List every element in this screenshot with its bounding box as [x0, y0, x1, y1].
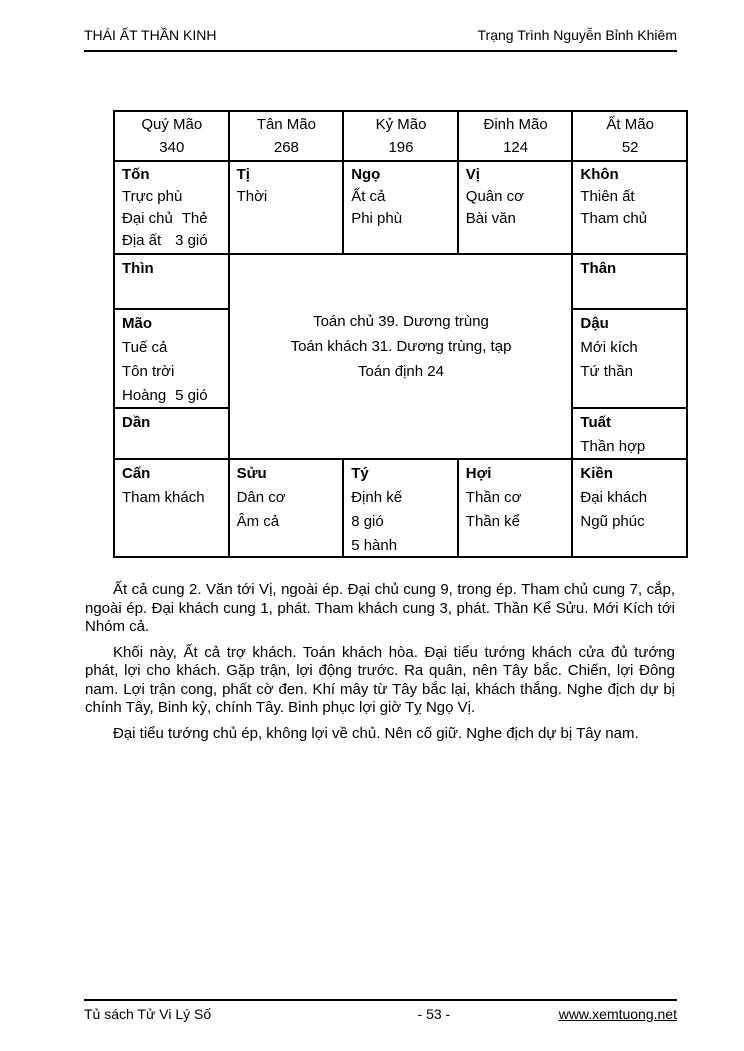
cell-line-part: 3 gió	[175, 232, 208, 249]
toan-summary	[291, 309, 512, 384]
cell-line-part: 5 gió	[175, 387, 208, 404]
palace-label: Dậu	[580, 315, 609, 332]
paragraph-3: Đại tiểu tướng chủ ép, không lợi về chủ. Nên cố giữ. Nghe địch dự bị Tây nam.	[113, 724, 639, 742]
cell-line	[351, 186, 451, 208]
paragraph-2: Khối này, Ất cả trợ khách. Toán khách hòa. Đại tiểu tướng khách cửa đủ tướng phát, lợi cho khách. Gặp trận, lợi động trước. Ra quân, nên Tây bắc. Chiến, lợi Đông nam. Lợi trận cong, phất cờ đen. Khí mây từ Tây bắc lại, khách thắng. Nghe địch dự bị chính Tây, Binh kỳ, chính Tây. Binh phục lợi giờ Tỵ Ngọ Vị.	[85, 643, 675, 716]
cell-line	[580, 510, 680, 534]
cell-than	[573, 255, 686, 308]
cell-line	[466, 208, 566, 230]
cell-line-part: Tôn trời	[122, 363, 175, 380]
cell-line	[580, 336, 680, 360]
toan-dinh-line: Toán định 24	[358, 363, 444, 380]
palace-label: Tị	[236, 166, 250, 183]
palace-label: Tốn	[122, 166, 150, 183]
center-summary-cell	[230, 255, 572, 458]
palace-label: Dần	[122, 414, 151, 431]
cell-line	[351, 208, 451, 230]
cell-ti	[230, 162, 343, 253]
cell-line	[580, 360, 680, 384]
cell-line-part: Tuế cả	[122, 339, 168, 356]
year-name: Kỷ Mão	[375, 116, 427, 133]
palace-label: Vị	[465, 166, 480, 183]
palace-label: Tý	[351, 465, 369, 482]
palace-label: Ngọ	[351, 166, 381, 183]
cell-line-part: Tham khách	[122, 489, 205, 506]
year-name: Quý Mão	[141, 116, 203, 133]
cell-line	[351, 534, 451, 556]
cell-line-part: Tứ thần	[580, 363, 633, 380]
cell-line	[122, 384, 222, 407]
palace-label: Hợi	[465, 465, 492, 482]
year-cell-ky-mao	[344, 112, 457, 160]
cell-vi	[459, 162, 572, 253]
cell-line-part: Hoàng	[122, 387, 167, 404]
cell-dau	[573, 310, 686, 407]
cell-line-part: Phi phù	[351, 210, 403, 227]
cell-line	[466, 186, 566, 208]
cell-line	[237, 486, 337, 510]
year-value: 124	[503, 139, 529, 156]
cell-line-part: Thần kể	[465, 513, 520, 530]
cell-line-part: Thần cơ	[465, 489, 522, 506]
cell-kien	[573, 460, 686, 556]
palace-label: Kiền	[580, 465, 613, 482]
cell-line-part: Bài văn	[465, 210, 516, 227]
year-cell-at-mao	[573, 112, 686, 160]
cell-ngo	[344, 162, 457, 253]
cell-mao	[115, 310, 228, 407]
cell-line	[580, 435, 680, 458]
palace-label: Mão	[122, 315, 152, 332]
cell-line-part: Thẻ	[181, 210, 208, 227]
year-name: Ất Mão	[606, 116, 654, 133]
page-number: - 53 -	[417, 1006, 451, 1022]
cell-line	[351, 486, 451, 510]
cell-khon	[573, 162, 686, 253]
year-name: Tân Mão	[256, 116, 316, 133]
cell-line	[122, 186, 222, 208]
page-header	[84, 27, 677, 52]
cell-line	[580, 208, 680, 230]
cell-line-part: Dân cơ	[236, 489, 286, 506]
page-footer	[84, 999, 677, 1022]
cell-line-part: 8 gió	[351, 513, 384, 530]
year-value: 52	[621, 139, 639, 156]
cell-hoi	[459, 460, 572, 556]
cell-line-part: Âm cả	[236, 513, 280, 530]
cell-line	[580, 186, 680, 208]
cell-line-part: Trực phù	[122, 188, 183, 205]
cell-line-part: Ất cả	[351, 188, 386, 205]
year-value: 340	[159, 139, 185, 156]
cell-line	[122, 208, 222, 230]
cell-line-part: Thời	[236, 188, 268, 205]
cell-line	[122, 230, 222, 252]
palace-label: Thân	[580, 260, 617, 277]
palace-label: Cấn	[122, 465, 151, 482]
book-title: THÁI ẤT THẦN KINH	[84, 27, 217, 43]
cell-can	[115, 460, 228, 556]
cell-line	[580, 486, 680, 510]
cell-ty	[344, 460, 457, 556]
cell-line-part: Địa ất	[122, 232, 162, 249]
cell-suu	[230, 460, 343, 556]
cell-line-part: Tham chủ	[580, 210, 648, 227]
cell-line	[237, 510, 337, 534]
cell-dan	[115, 409, 228, 458]
cell-line-part: Ngũ phúc	[580, 513, 645, 530]
cell-line-part: 5 hành	[351, 537, 398, 554]
footer-website-link[interactable]: www.xemtuong.net	[558, 1006, 677, 1022]
thai-at-chart-table	[113, 110, 688, 558]
cell-line	[122, 360, 222, 384]
cell-line-part: Đại chủ	[122, 210, 173, 227]
palace-label: Sửu	[236, 465, 267, 482]
cell-ton	[115, 162, 228, 253]
cell-line-part: Định kế	[351, 489, 403, 506]
paragraph-1: Ất cả cung 2. Văn tới Vị, ngoài ép. Đại chủ cung 9, trong ép. Tham chủ cung 7, cắp, ngoài ép. Đại khách cung 1, phát. Tham khách cung 3, phát. Thần Kể Sửu. Mới Kích tới Nhóm cả.	[85, 581, 675, 635]
commentary-section	[85, 581, 675, 750]
year-value: 196	[388, 139, 414, 156]
palace-label: Thìn	[122, 260, 154, 277]
footer-series-title: Tủ sách Tử Vi Lý Số	[84, 1006, 212, 1022]
author-name: Trạng Trình Nguyễn Bỉnh Khiêm	[477, 27, 677, 43]
cell-line-part: Quân cơ	[465, 188, 524, 205]
year-value: 268	[273, 139, 299, 156]
toan-khach-line: Toán khách 31. Dương trùng, tạp	[290, 338, 512, 355]
cell-line-part: Đại khách	[580, 489, 648, 506]
cell-line-part: Mới kích	[580, 339, 638, 356]
cell-line	[237, 186, 337, 208]
cell-line	[122, 336, 222, 360]
cell-line	[351, 510, 451, 534]
cell-line-part: Thần hợp	[580, 438, 646, 455]
cell-line	[466, 510, 566, 534]
cell-line-part: Thiên ất	[580, 188, 635, 205]
cell-line	[466, 486, 566, 510]
year-cell-dinh-mao	[459, 112, 572, 160]
palace-label: Khôn	[580, 166, 619, 183]
cell-tuat	[573, 409, 686, 458]
toan-chu-line: Toán chủ 39. Dương trùng	[313, 313, 489, 330]
cell-line	[122, 486, 222, 510]
cell-thin	[115, 255, 228, 308]
year-name: Đinh Mão	[483, 116, 548, 133]
year-cell-quy-mao	[115, 112, 228, 160]
year-cell-tan-mao	[230, 112, 343, 160]
palace-label: Tuất	[580, 414, 611, 431]
